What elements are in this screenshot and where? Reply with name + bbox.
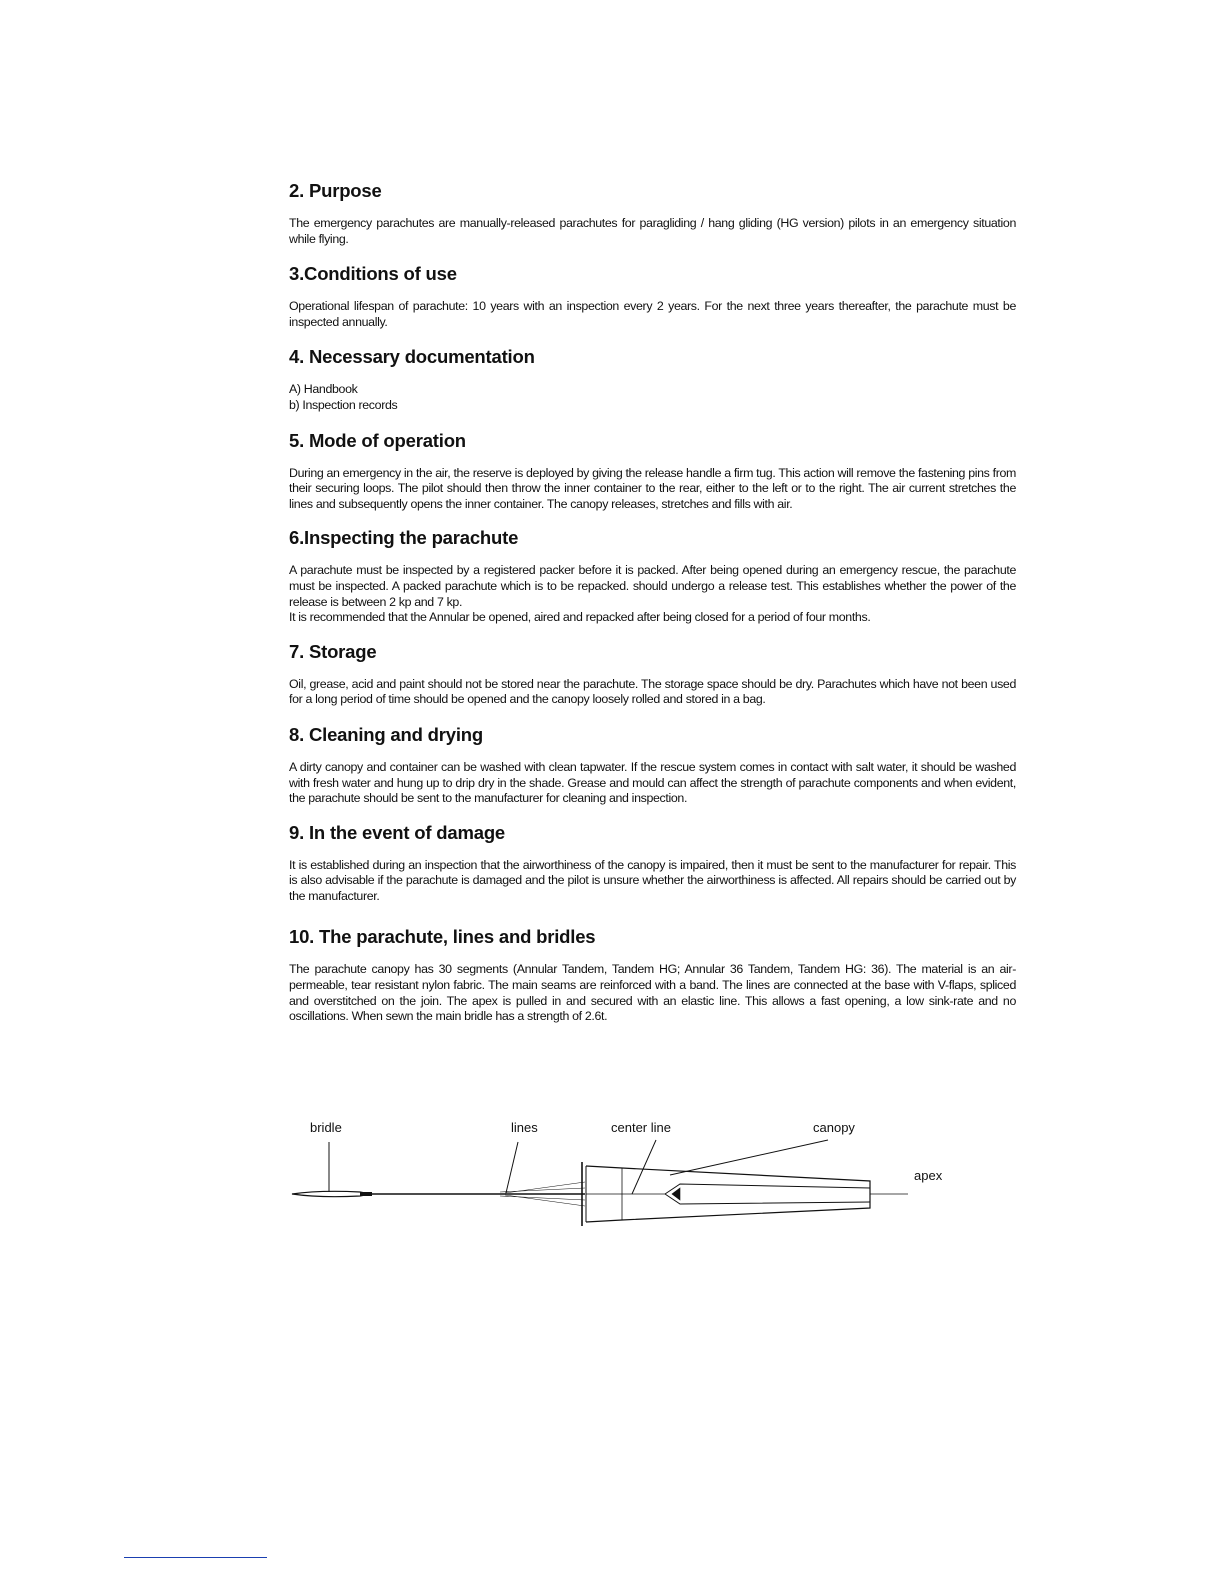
section-purpose xyxy=(289,178,1016,247)
section-inspecting-the-parachute xyxy=(289,525,1016,625)
section-heading: 2. Purpose xyxy=(289,180,382,201)
section-body: Oil, grease, acid and paint should not be stored near the parachute. The storage space should be dry. Parachutes which have not been used for a long period of time should be opened and the canopy loosely rolled and stored in a bag. xyxy=(289,676,1016,707)
section-heading: 8. Cleaning and drying xyxy=(289,723,483,745)
list-item: A) Handbook xyxy=(289,382,358,397)
section-body: A parachute must be inspected by a registered packer before it is packed. After being opened during an emergency rescue, the parachute must be inspected. A packed parachute which is to be repacked. should undergo a release test. This establishes whether the power of the release is between 2 kp and 7 kp. xyxy=(289,563,1016,609)
section-mode-of-operation xyxy=(289,428,1016,513)
label-center-line: center line xyxy=(611,1120,671,1135)
section-heading: 10. The parachute, lines and bridles xyxy=(289,926,596,948)
section-parachute-lines-bridles xyxy=(289,924,1016,1024)
section-necessary-documentation xyxy=(289,344,1016,413)
section-body: It is established during an inspection that the airworthiness of the canopy is impaired, then it must be sent to the manufacturer for repair. This is also advisable if the parachute is damaged and the pilot is unsure whether the airworthiness is affected. All repairs should be carried out by the manufacturer. xyxy=(289,857,1016,903)
section-in-the-event-of-damage xyxy=(289,820,1016,905)
label-apex: apex xyxy=(914,1168,943,1183)
section-body: During an emergency in the air, the reserve is deployed by giving the release handle a firm tug. This action will remove the fastening pins from their securing loops. The pilot should then throw the inner container to the rear, either to the left or to the right. The air current stretches the lines and subsequently opens the inner container. The canopy releases, stretches and fills with air. xyxy=(289,465,1016,511)
section-body-recommendation: It is recommended that the Annular be opened, aired and repacked after being closed for a period of four months. xyxy=(289,610,871,625)
section-body: Operational lifespan of parachute: 10 years with an inspection every 2 years. For the next three years thereafter, the parachute must be inspected annually. xyxy=(289,299,1016,329)
section-heading: 4. Necessary documentation xyxy=(289,346,535,368)
section-conditions-of-use xyxy=(289,261,1016,330)
parachute-diagram xyxy=(280,1110,980,1240)
section-heading: 3.Conditions of use xyxy=(289,263,457,285)
list-item: b) Inspection records xyxy=(289,397,398,412)
section-heading: 5. Mode of operation xyxy=(289,429,466,451)
section-heading: 9. In the event of damage xyxy=(289,821,506,843)
section-body: The parachute canopy has 30 segments (Annular Tandem, Tandem HG; Annular 36 Tandem, Tandem HG: 36). The material is an air-permeable, tear resistant nylon fabric. The main seams are reinforced with a band. The lines are connected at the base with V-flaps, spliced and overstitched on the join. The apex is pulled in and secured with an elastic line. This allows a fast opening, a low sink-rate and no oscillations. When sewn the main bridle has a strength of 2.6t. xyxy=(289,962,1016,1024)
section-cleaning-and-drying xyxy=(289,722,1016,807)
diagram-drawing xyxy=(292,1140,908,1226)
label-canopy: canopy xyxy=(813,1120,855,1135)
footnote-rule xyxy=(124,1557,267,1558)
section-storage xyxy=(289,639,1016,708)
label-lines: lines xyxy=(511,1120,538,1135)
section-heading: 6.Inspecting the parachute xyxy=(289,527,519,549)
section-heading: 7. Storage xyxy=(289,640,377,662)
documentation-list xyxy=(289,382,1016,413)
document-page xyxy=(289,178,1016,1025)
parachute-diagram-figure xyxy=(280,1110,980,1240)
section-body: The emergency parachutes are manually-released parachutes for paragliding / hang gliding (HG version) pilots in an emergency situation while flying. xyxy=(289,216,1016,246)
label-bridle: bridle xyxy=(310,1120,342,1135)
section-body: A dirty canopy and container can be washed with clean tapwater. If the rescue system comes in contact with salt water, it should be washed with fresh water and hung up to drip dry in the shade. Grease and mould can affect the strength of parachute components and when evident, the parachute should be sent to the manufacturer for cleaning and inspection. xyxy=(289,759,1016,806)
